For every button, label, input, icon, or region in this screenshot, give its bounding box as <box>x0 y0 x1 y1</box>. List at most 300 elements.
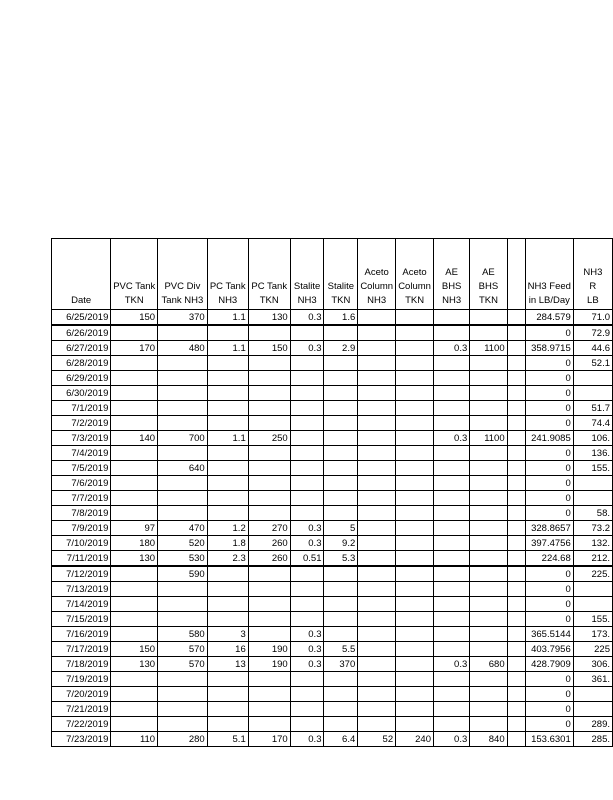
value-cell <box>324 446 358 461</box>
value-cell <box>507 506 525 521</box>
value-cell <box>111 672 158 687</box>
value-cell <box>507 687 525 702</box>
value-cell <box>507 566 525 582</box>
value-cell <box>111 702 158 717</box>
value-cell: 570 <box>158 642 208 657</box>
value-cell <box>573 702 612 717</box>
value-cell <box>470 536 507 551</box>
value-cell <box>507 642 525 657</box>
value-cell <box>248 566 290 582</box>
value-cell <box>158 582 208 597</box>
value-cell <box>507 310 525 326</box>
column-header-line: NH3 <box>583 267 603 278</box>
value-cell <box>358 672 396 687</box>
value-cell <box>290 431 324 446</box>
value-cell <box>248 461 290 476</box>
value-cell: 2.9 <box>324 341 358 356</box>
table-row <box>52 325 613 341</box>
value-cell: 530 <box>158 551 208 567</box>
value-cell <box>248 717 290 732</box>
value-cell <box>434 356 470 371</box>
table-row <box>52 386 613 401</box>
value-cell <box>158 672 208 687</box>
column-header-line: Tank NH3 <box>161 295 204 306</box>
table-row <box>52 446 613 461</box>
value-cell: 73.2 <box>573 521 612 536</box>
value-cell <box>507 371 525 386</box>
value-cell: 700 <box>158 431 208 446</box>
value-cell <box>396 627 434 642</box>
value-cell <box>396 672 434 687</box>
value-cell <box>396 356 434 371</box>
value-cell: 284.579 <box>525 310 573 326</box>
value-cell: 0.3 <box>290 521 324 536</box>
value-cell <box>396 476 434 491</box>
value-cell: 153.6301 <box>525 732 573 747</box>
value-cell <box>396 325 434 341</box>
column-header <box>358 239 396 310</box>
value-cell: 260 <box>248 536 290 551</box>
table-row <box>52 521 613 536</box>
value-cell: 0.3 <box>290 732 324 747</box>
table-row <box>52 461 613 476</box>
value-cell <box>358 717 396 732</box>
value-cell: 260 <box>248 551 290 567</box>
value-cell <box>111 401 158 416</box>
table-row <box>52 551 613 567</box>
value-cell <box>111 416 158 431</box>
value-cell: 130 <box>111 551 158 567</box>
table-row <box>52 536 613 551</box>
value-cell: 280 <box>158 732 208 747</box>
value-cell: 0 <box>525 491 573 506</box>
value-cell <box>507 386 525 401</box>
column-header-line: NH3 <box>367 295 387 306</box>
value-cell <box>396 687 434 702</box>
date-cell: 7/1/2019 <box>52 401 111 416</box>
column-header-line: NH3 <box>218 295 238 306</box>
date-cell: 7/22/2019 <box>52 717 111 732</box>
value-cell <box>470 687 507 702</box>
value-cell: 0 <box>525 416 573 431</box>
value-cell: 130 <box>248 310 290 326</box>
table-row <box>52 341 613 356</box>
value-cell: 680 <box>470 657 507 672</box>
value-cell <box>434 627 470 642</box>
value-cell <box>396 566 434 582</box>
value-cell: 0.3 <box>290 341 324 356</box>
value-cell <box>290 566 324 582</box>
value-cell: 289. <box>573 717 612 732</box>
value-cell <box>358 642 396 657</box>
value-cell <box>207 416 248 431</box>
value-cell <box>358 566 396 582</box>
value-cell <box>290 582 324 597</box>
column-header <box>290 239 324 310</box>
value-cell <box>358 582 396 597</box>
value-cell: 0 <box>525 702 573 717</box>
value-cell <box>470 566 507 582</box>
value-cell <box>396 551 434 567</box>
value-cell <box>248 371 290 386</box>
value-cell <box>507 521 525 536</box>
column-header <box>207 239 248 310</box>
value-cell: 0 <box>525 356 573 371</box>
value-cell <box>434 717 470 732</box>
value-cell <box>111 371 158 386</box>
value-cell <box>358 325 396 341</box>
value-cell <box>111 566 158 582</box>
value-cell <box>470 461 507 476</box>
date-cell: 7/8/2019 <box>52 506 111 521</box>
value-cell: 190 <box>248 642 290 657</box>
value-cell <box>358 461 396 476</box>
value-cell: 150 <box>111 310 158 326</box>
table-row <box>52 657 613 672</box>
value-cell: 212. <box>573 551 612 567</box>
value-cell <box>111 597 158 612</box>
value-cell <box>434 310 470 326</box>
value-cell <box>396 446 434 461</box>
value-cell: 44.6 <box>573 341 612 356</box>
value-cell <box>324 461 358 476</box>
value-cell <box>507 597 525 612</box>
table-row <box>52 310 613 326</box>
value-cell <box>573 687 612 702</box>
value-cell: 365.5144 <box>525 627 573 642</box>
column-header-line: in LB/Day <box>528 295 570 306</box>
value-cell <box>111 476 158 491</box>
value-cell: 0 <box>525 506 573 521</box>
value-cell <box>290 597 324 612</box>
value-cell: 0.3 <box>434 732 470 747</box>
value-cell: 0 <box>525 371 573 386</box>
value-cell <box>324 612 358 627</box>
value-cell <box>248 612 290 627</box>
value-cell <box>248 356 290 371</box>
table-row <box>52 491 613 506</box>
value-cell <box>207 597 248 612</box>
value-cell <box>434 416 470 431</box>
value-cell <box>290 702 324 717</box>
table-row <box>52 597 613 612</box>
value-cell <box>324 416 358 431</box>
value-cell <box>207 446 248 461</box>
value-cell <box>290 416 324 431</box>
value-cell <box>507 702 525 717</box>
value-cell: 428.7909 <box>525 657 573 672</box>
value-cell: 0.3 <box>290 310 324 326</box>
value-cell <box>111 612 158 627</box>
value-cell <box>290 371 324 386</box>
value-cell <box>396 416 434 431</box>
value-cell <box>470 325 507 341</box>
date-cell: 7/2/2019 <box>52 416 111 431</box>
value-cell: 403.7956 <box>525 642 573 657</box>
value-cell <box>434 642 470 657</box>
value-cell <box>324 582 358 597</box>
value-cell: 480 <box>158 341 208 356</box>
date-cell: 7/9/2019 <box>52 521 111 536</box>
date-cell: 6/27/2019 <box>52 341 111 356</box>
value-cell <box>470 446 507 461</box>
table-row <box>52 401 613 416</box>
value-cell <box>507 491 525 506</box>
value-cell: 0 <box>525 717 573 732</box>
date-cell: 6/28/2019 <box>52 356 111 371</box>
value-cell <box>507 717 525 732</box>
value-cell <box>434 476 470 491</box>
value-cell: 0.3 <box>290 657 324 672</box>
value-cell <box>396 506 434 521</box>
value-cell <box>158 386 208 401</box>
value-cell <box>158 446 208 461</box>
value-cell <box>434 371 470 386</box>
value-cell <box>158 401 208 416</box>
value-cell: 155. <box>573 612 612 627</box>
column-header-line: TKN <box>331 295 351 306</box>
value-cell <box>290 506 324 521</box>
value-cell <box>290 401 324 416</box>
value-cell <box>111 687 158 702</box>
value-cell <box>470 310 507 326</box>
value-cell <box>507 401 525 416</box>
value-cell: 1100 <box>470 341 507 356</box>
value-cell: 270 <box>248 521 290 536</box>
column-header-line: Aceto <box>364 267 389 278</box>
value-cell <box>507 582 525 597</box>
value-cell: 132. <box>573 536 612 551</box>
value-cell: 106. <box>573 431 612 446</box>
value-cell <box>434 461 470 476</box>
value-cell <box>158 612 208 627</box>
value-cell <box>434 687 470 702</box>
value-cell <box>207 356 248 371</box>
table-row <box>52 582 613 597</box>
value-cell <box>470 612 507 627</box>
date-cell: 7/15/2019 <box>52 612 111 627</box>
value-cell: 370 <box>158 310 208 326</box>
column-header <box>52 239 111 310</box>
value-cell: 170 <box>248 732 290 747</box>
column-header-line: PC Tank <box>251 281 288 292</box>
column-header-line: TKN <box>405 295 425 306</box>
value-cell <box>396 341 434 356</box>
value-cell: 397.4756 <box>525 536 573 551</box>
value-cell <box>290 325 324 341</box>
value-cell: 240 <box>396 732 434 747</box>
value-cell <box>158 506 208 521</box>
value-cell: 0.3 <box>290 642 324 657</box>
value-cell <box>507 461 525 476</box>
value-cell <box>248 401 290 416</box>
value-cell: 16 <box>207 642 248 657</box>
value-cell <box>248 672 290 687</box>
value-cell <box>324 386 358 401</box>
value-cell <box>111 325 158 341</box>
value-cell <box>111 717 158 732</box>
value-cell <box>358 476 396 491</box>
column-header-line: Column <box>360 281 394 292</box>
value-cell <box>396 642 434 657</box>
value-cell: 110 <box>111 732 158 747</box>
value-cell <box>507 325 525 341</box>
table-row <box>52 416 613 431</box>
column-header-line: LB <box>587 295 599 306</box>
table-row <box>52 371 613 386</box>
value-cell <box>158 416 208 431</box>
value-cell: 590 <box>158 566 208 582</box>
value-cell <box>470 717 507 732</box>
column-header-line: TKN <box>124 295 144 306</box>
value-cell <box>507 732 525 747</box>
value-cell <box>290 386 324 401</box>
value-cell <box>207 491 248 506</box>
table-row <box>52 642 613 657</box>
table-row <box>52 612 613 627</box>
value-cell: 0 <box>525 687 573 702</box>
value-cell: 150 <box>111 642 158 657</box>
value-cell: 285. <box>573 732 612 747</box>
value-cell <box>358 702 396 717</box>
column-header <box>507 239 525 310</box>
value-cell: 5 <box>324 521 358 536</box>
value-cell <box>324 717 358 732</box>
value-cell <box>470 551 507 567</box>
table-row <box>52 672 613 687</box>
date-cell: 7/16/2019 <box>52 627 111 642</box>
value-cell <box>324 627 358 642</box>
value-cell <box>248 386 290 401</box>
date-cell: 7/21/2019 <box>52 702 111 717</box>
column-header-line: NH3 Feed <box>527 281 571 292</box>
value-cell <box>207 325 248 341</box>
column-header <box>324 239 358 310</box>
value-cell <box>324 506 358 521</box>
value-cell: 140 <box>111 431 158 446</box>
value-cell <box>207 461 248 476</box>
value-cell <box>158 702 208 717</box>
data-table <box>51 238 613 747</box>
date-cell: 7/5/2019 <box>52 461 111 476</box>
column-header <box>434 239 470 310</box>
value-cell: 52 <box>358 732 396 747</box>
value-cell: 1.1 <box>207 431 248 446</box>
value-cell <box>207 672 248 687</box>
value-cell: 52.1 <box>573 356 612 371</box>
value-cell <box>470 672 507 687</box>
value-cell: 5.1 <box>207 732 248 747</box>
value-cell <box>324 491 358 506</box>
date-cell: 7/19/2019 <box>52 672 111 687</box>
value-cell <box>207 401 248 416</box>
value-cell: 0 <box>525 461 573 476</box>
value-cell <box>324 672 358 687</box>
value-cell <box>396 582 434 597</box>
value-cell <box>358 687 396 702</box>
column-header-line: NH3 <box>442 295 462 306</box>
value-cell: 0.51 <box>290 551 324 567</box>
value-cell: 180 <box>111 536 158 551</box>
value-cell: 306. <box>573 657 612 672</box>
value-cell: 1.1 <box>207 310 248 326</box>
value-cell: 241.9085 <box>525 431 573 446</box>
value-cell <box>434 597 470 612</box>
date-cell: 7/20/2019 <box>52 687 111 702</box>
value-cell <box>358 551 396 567</box>
value-cell: 173. <box>573 627 612 642</box>
value-cell <box>248 446 290 461</box>
value-cell <box>358 371 396 386</box>
column-header-line: PC Tank <box>209 281 246 292</box>
value-cell: 51.7 <box>573 401 612 416</box>
value-cell: 130 <box>111 657 158 672</box>
value-cell <box>396 702 434 717</box>
value-cell <box>434 325 470 341</box>
value-cell: 0 <box>525 566 573 582</box>
value-cell: 1100 <box>470 431 507 446</box>
value-cell <box>248 687 290 702</box>
value-cell <box>207 476 248 491</box>
value-cell <box>158 356 208 371</box>
table-row <box>52 356 613 371</box>
value-cell <box>324 356 358 371</box>
value-cell <box>358 310 396 326</box>
value-cell <box>248 597 290 612</box>
column-header <box>158 239 208 310</box>
value-cell <box>470 401 507 416</box>
column-header-line: AE BHS <box>441 267 462 292</box>
table-row <box>52 506 613 521</box>
value-cell <box>358 627 396 642</box>
value-cell <box>290 476 324 491</box>
value-cell: 190 <box>248 657 290 672</box>
table-row <box>52 431 613 446</box>
value-cell <box>470 521 507 536</box>
value-cell <box>396 521 434 536</box>
date-cell: 6/25/2019 <box>52 310 111 326</box>
value-cell: 225. <box>573 566 612 582</box>
value-cell <box>158 597 208 612</box>
table-row <box>52 732 613 747</box>
value-cell <box>434 491 470 506</box>
value-cell: 1.6 <box>324 310 358 326</box>
value-cell: 136. <box>573 446 612 461</box>
value-cell: 0.3 <box>434 431 470 446</box>
value-cell <box>290 461 324 476</box>
value-cell <box>396 612 434 627</box>
value-cell <box>207 612 248 627</box>
value-cell: 1.1 <box>207 341 248 356</box>
value-cell <box>573 476 612 491</box>
value-cell <box>470 597 507 612</box>
value-cell <box>358 506 396 521</box>
value-cell <box>324 371 358 386</box>
value-cell: 520 <box>158 536 208 551</box>
value-cell <box>434 506 470 521</box>
value-cell: 5.5 <box>324 642 358 657</box>
value-cell: 58. <box>573 506 612 521</box>
value-cell <box>207 371 248 386</box>
value-cell <box>358 536 396 551</box>
value-cell: 0 <box>525 386 573 401</box>
date-cell: 6/26/2019 <box>52 325 111 341</box>
value-cell <box>470 642 507 657</box>
value-cell: 72.9 <box>573 325 612 341</box>
column-header-line: Aceto <box>402 267 427 278</box>
value-cell <box>396 371 434 386</box>
value-cell <box>358 521 396 536</box>
